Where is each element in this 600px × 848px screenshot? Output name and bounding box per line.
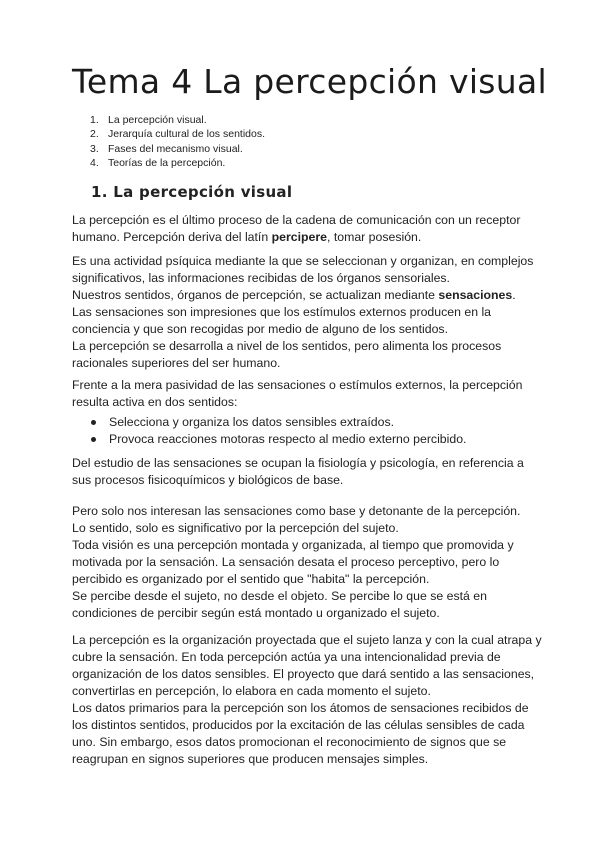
paragraph-text: .: [512, 288, 516, 302]
toc-number: 4.: [90, 156, 99, 169]
paragraph-text: Es una actividad psíquica mediante la que se seleccionan y organizan, en complejos significativos, las informaciones recibidas de los órganos sensoriales.: [72, 254, 534, 285]
toc-number: 3.: [90, 142, 99, 155]
paragraph-text: La percepción es el último proceso de la cadena de comunicación con un receptor humano. Percepción deriva del latín: [72, 213, 521, 244]
toc-item: [72, 142, 265, 156]
paragraph-text: Pero solo nos interesan las sensaciones como base y detonante de la percepción.: [72, 504, 521, 518]
paragraph-active: Frente a la mera pasividad de las sensaciones o estímulos externos, la percepción resulta activa en dos sentidos:: [72, 378, 523, 409]
toc-item: [72, 156, 265, 170]
section-heading: 1. La percepción visual: [91, 183, 293, 201]
table-of-contents: [72, 113, 265, 170]
toc-label: Jerarquía cultural de los sentidos.: [108, 128, 266, 141]
paragraph-text: Lo sentido, solo es significativo por la percepción del sujeto.: [72, 521, 399, 535]
paragraph-text: Los datos primarios para la percepción son los átomos de sensaciones recibidos de los distintos sentidos, producidos por la excitación de las células sensibles de cada uno. Sin embargo, esos datos promocionan el reconocimiento de signos que se reagrupan en signos superiores que producen mensajes simples.: [72, 701, 529, 766]
paragraph-study: Del estudio de las sensaciones se ocupan la fisiología y psicología, en referencia a sus procesos fisicoquímicos y biológicos de base.: [72, 456, 524, 487]
paragraph-text: , tomar posesión.: [326, 230, 422, 244]
paragraph-text: Toda visión es una percepción montada y organizada, al tiempo que promovida y motivada por la sensación. La sensación desata el proceso perceptivo, pero lo percibido es organizado por el sentido que "habita" la percepción.: [72, 538, 514, 586]
toc-label: Teorías de la percepción.: [108, 156, 226, 169]
bullet-list: [72, 414, 466, 448]
bold-term: percipere: [271, 230, 327, 244]
paragraph-text: Las sensaciones son impresiones que los estímulos externos producen en la conciencia y que son recogidas por medio de alguno de los sentidos.: [72, 305, 492, 336]
paragraph-text: Se percibe desde el sujeto, no desde el objeto. Se percibe lo que se está en condiciones de percibir según está montado u organizado el sujeto.: [72, 589, 487, 620]
paragraph-subject: [72, 503, 542, 622]
paragraph-text: La percepción es la organización proyectada que el sujeto lanza y con la cual atrapa y cubre la sensación. En toda percepción actúa ya una intencionalidad previa de organización de los datos sensibles. El proyecto que dará sentido a las sensaciones, convertirlas en percepción, lo elabora en cada momento el sujeto.: [72, 633, 542, 698]
bold-term: sensaciones: [438, 288, 513, 302]
paragraph-activity: [72, 253, 542, 338]
toc-item: [72, 113, 265, 127]
paragraph-levels: La percepción se desarrolla a nivel de los sentidos, pero alimenta los procesos racionales superiores del ser humano.: [72, 339, 502, 370]
bullet-item: Selecciona y organiza los datos sensibles extraídos.: [72, 414, 466, 431]
paragraph-organization: [72, 632, 542, 768]
toc-number: 2.: [90, 128, 99, 141]
toc-item: [72, 127, 265, 141]
bullet-item: Provoca reacciones motoras respecto al medio externo percibido.: [72, 431, 466, 448]
toc-label: La percepción visual.: [108, 114, 207, 126]
paragraph-definition: [72, 212, 542, 246]
toc-label: Fases del mecanismo visual.: [108, 142, 243, 155]
toc-number: 1.: [90, 114, 99, 126]
paragraph-text: Nuestros sentidos, órganos de percepción, se actualizan mediante: [72, 288, 439, 302]
page-title: Tema 4 La percepción visual: [72, 62, 547, 101]
